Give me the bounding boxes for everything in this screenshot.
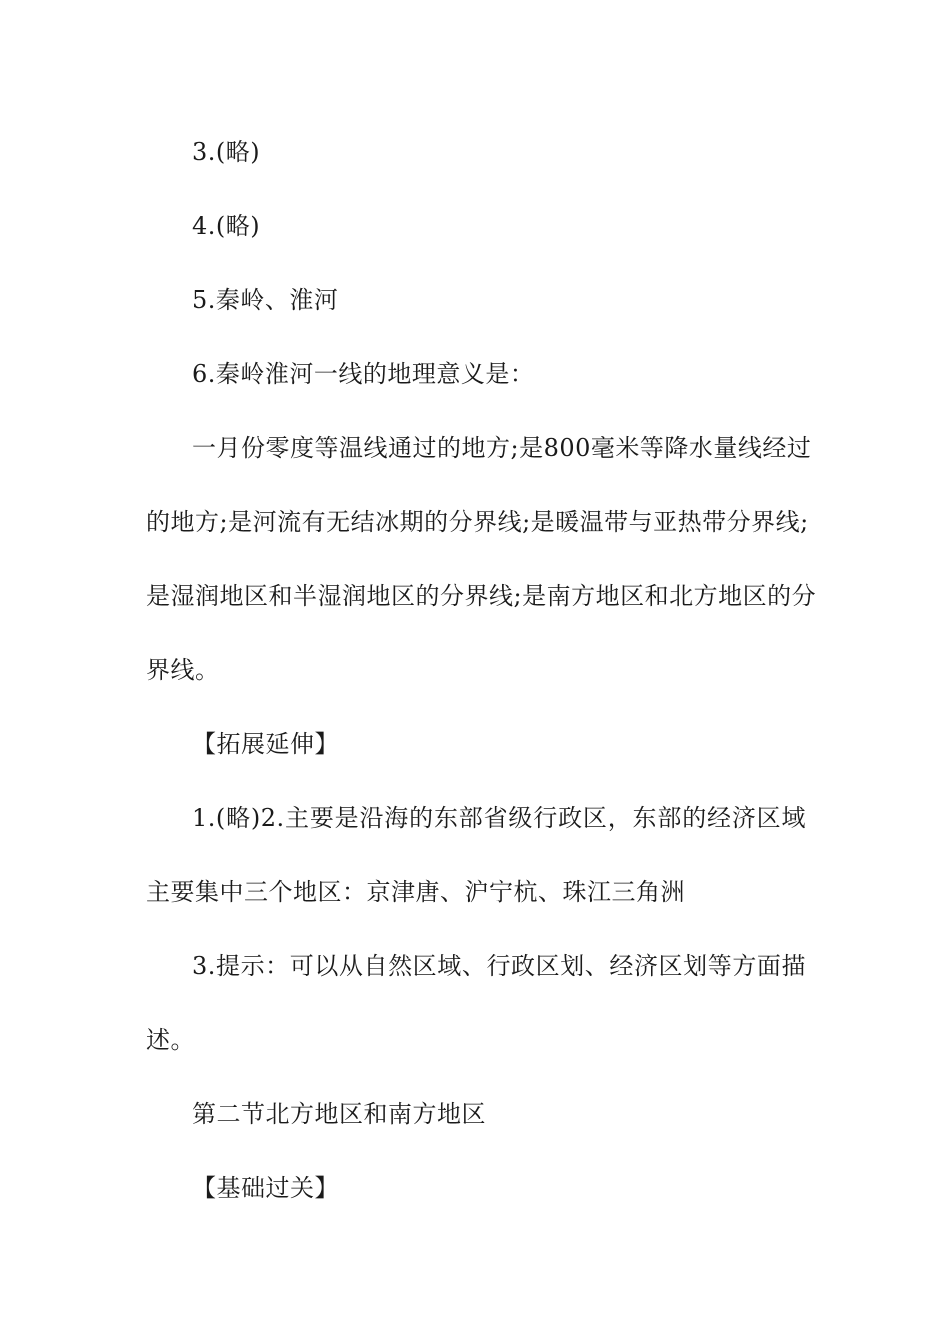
extension-answer-line-1: 1.(略)2.主要是沿海的东部省级行政区，东部的经济区域	[192, 804, 806, 832]
significance-paragraph-line-2: 的地方;是河流有无结冰期的分界线;是暖温带与亚热带分界线;	[146, 508, 809, 536]
extension-answer-line-2: 主要集中三个地区：京津唐、沪宁杭、珠江三角洲	[146, 878, 685, 906]
answer-6-heading-line: 6.秦岭淮河一线的地理意义是：	[192, 360, 535, 388]
significance-paragraph-line-3: 是湿润地区和半湿润地区的分界线;是南方地区和北方地区的分	[146, 582, 817, 610]
significance-paragraph-line-1: 一月份零度等温线通过的地方;是800毫米等降水量线经过	[192, 434, 812, 462]
section-heading-extension: 【拓展延伸】	[192, 730, 339, 758]
answer-4-line: 4.(略)	[192, 212, 261, 240]
hint-paragraph-line-1: 3.提示：可以从自然区域、行政区划、经济区划等方面描	[192, 952, 806, 980]
hint-paragraph-line-2: 述。	[146, 1026, 195, 1054]
answer-3-line: 3.(略)	[192, 138, 261, 166]
section-heading-basics: 【基础过关】	[192, 1174, 339, 1202]
significance-paragraph-line-4: 界线。	[146, 656, 220, 684]
section-title-line: 第二节北方地区和南方地区	[192, 1100, 486, 1128]
answer-5-line: 5.秦岭、淮河	[192, 286, 339, 314]
